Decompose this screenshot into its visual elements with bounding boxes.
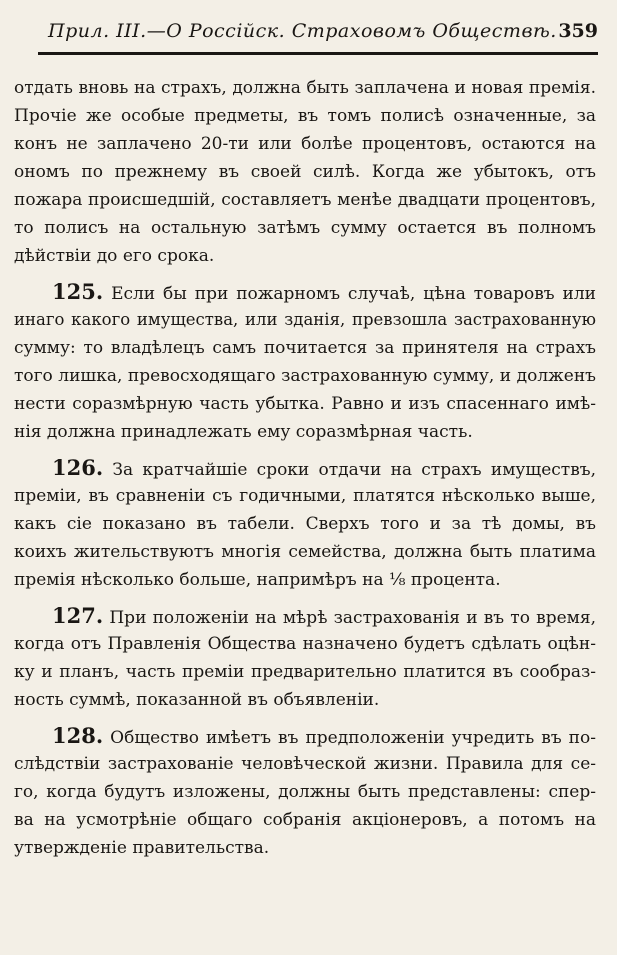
text-line bbox=[14, 390, 596, 418]
text-line bbox=[14, 306, 596, 334]
text-line bbox=[14, 686, 596, 714]
line-text: ку и планъ, часть преміи предварительно платится въ сообраз- bbox=[14, 662, 596, 682]
paragraph-number: 125. bbox=[52, 279, 104, 304]
paragraph-number: 127. bbox=[52, 603, 104, 628]
text-line bbox=[14, 186, 596, 214]
line-text: го, когда будутъ изложены, должны быть представлены: спер- bbox=[14, 782, 596, 802]
line-text: коихъ жительствуютъ многія семейства, должна быть платима bbox=[14, 542, 596, 562]
header-rule bbox=[38, 52, 598, 55]
text-line bbox=[14, 74, 596, 102]
line-text: нія должна принадлежать ему соразмѣрная часть. bbox=[14, 422, 473, 442]
line-text: Общество имѣетъ въ предположеніи учредить въ по- bbox=[110, 728, 596, 748]
line-text: нести соразмѣрную часть убытка. Равно и изъ спасеннаго имѣ- bbox=[14, 394, 596, 414]
line-text: премія нѣсколько больше, напримѣръ на ⅛ процента. bbox=[14, 570, 501, 590]
paragraph-number: 126. bbox=[52, 455, 104, 480]
line-text: отдать вновь на страхъ, должна быть заплачена и новая премія. bbox=[14, 78, 596, 98]
paragraph-126 bbox=[14, 454, 596, 594]
line-text: то полисъ на остальную затѣмъ сумму остается въ полномъ bbox=[14, 218, 596, 238]
text-line bbox=[14, 602, 596, 630]
text-line bbox=[14, 510, 596, 538]
line-text: того лишка, превосходящаго застрахованную сумму, и долженъ bbox=[14, 366, 596, 386]
line-text: какъ сіе показано въ табели. Сверхъ того и за тѣ домы, въ bbox=[14, 514, 596, 534]
page-body bbox=[14, 74, 596, 862]
paragraph-127 bbox=[14, 602, 596, 714]
text-line bbox=[14, 278, 596, 306]
line-text: Прочіе же особые предметы, въ томъ полисѣ означенные, за bbox=[14, 106, 596, 126]
line-text: ность суммѣ, показанной въ объявленіи. bbox=[14, 690, 380, 710]
line-text: дѣйствіи до его срока. bbox=[14, 246, 215, 266]
text-line bbox=[14, 658, 596, 686]
line-text: ва на усмотрѣніе общаго собранія акціонеровъ, а потомъ на bbox=[14, 810, 596, 830]
text-line bbox=[14, 834, 596, 862]
text-line bbox=[14, 566, 596, 594]
paragraph-continued bbox=[14, 74, 596, 270]
line-text: Если бы при пожарномъ случаѣ, цѣна товаровъ или bbox=[111, 284, 596, 304]
text-line bbox=[14, 214, 596, 242]
text-line bbox=[14, 158, 596, 186]
text-line bbox=[14, 806, 596, 834]
line-text: инаго какого имущества, или зданія, превзошла застрахованную bbox=[14, 310, 596, 329]
text-line bbox=[14, 538, 596, 566]
text-line bbox=[14, 482, 596, 510]
line-text: При положеніи на мѣрѣ застрахованія и въ то время, bbox=[109, 608, 596, 628]
text-line bbox=[14, 102, 596, 130]
line-text: когда отъ Правленія Общества назначено будетъ сдѣлать оцѣн- bbox=[14, 634, 596, 654]
line-text: сумму: то владѣлецъ самъ почитается за принятеля на страхъ bbox=[14, 338, 596, 358]
paragraph-128 bbox=[14, 722, 596, 862]
line-text: утвержденіе правительства. bbox=[14, 838, 270, 858]
paragraph-125 bbox=[14, 278, 596, 446]
text-line bbox=[14, 130, 596, 158]
text-line bbox=[14, 362, 596, 390]
text-line bbox=[14, 454, 596, 482]
text-line bbox=[14, 334, 596, 362]
text-line bbox=[14, 242, 596, 270]
text-line bbox=[14, 722, 596, 750]
running-header bbox=[38, 16, 598, 46]
text-line bbox=[14, 418, 596, 446]
text-line bbox=[14, 630, 596, 658]
text-line bbox=[14, 778, 596, 806]
line-text: слѣдствіи застрахованіе человѣческой жизни. Правила для се- bbox=[14, 754, 596, 774]
line-text: преміи, въ сравненіи съ годичными, платятся нѣсколько выше, bbox=[14, 486, 596, 506]
page-number: 359 bbox=[558, 20, 598, 42]
text-line bbox=[14, 750, 596, 778]
running-title: Прил. III.—О Россійск. Страховомъ Обществѣ. bbox=[48, 20, 557, 42]
paragraph-number: 128. bbox=[52, 723, 104, 748]
line-text: За кратчайшіе сроки отдачи на страхъ имуществъ, bbox=[112, 460, 596, 480]
line-text: конъ не заплачено 20-ти или болѣе процентовъ, остаются на bbox=[14, 134, 596, 154]
line-text: ономъ по прежнему въ своей силѣ. Когда же убытокъ, отъ bbox=[14, 162, 596, 182]
line-text: пожара происшедшій, составляетъ менѣе двадцати процентовъ, bbox=[14, 190, 596, 210]
